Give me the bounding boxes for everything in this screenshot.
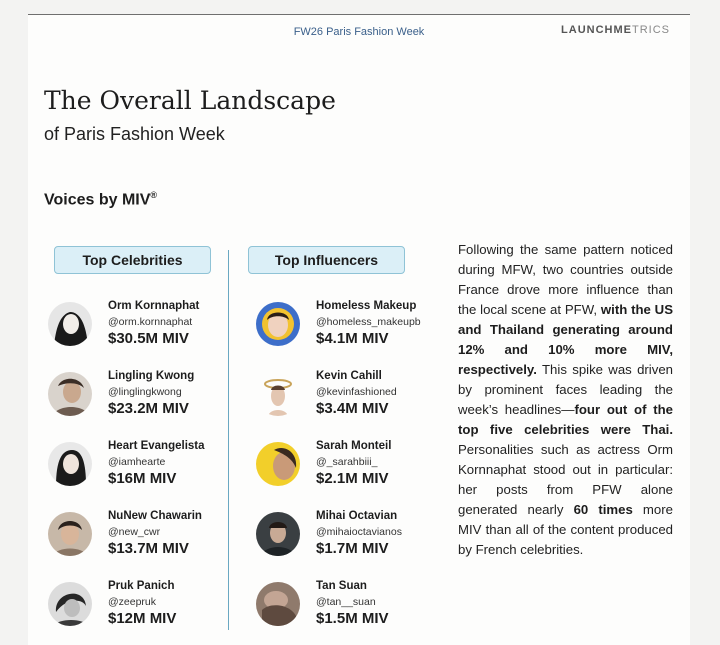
body-bold-part: 60 times xyxy=(573,502,633,517)
person-name: Mihai Octavian xyxy=(316,510,398,522)
person-handle: @tan__suan xyxy=(316,596,376,608)
person-name: NuNew Chawarin xyxy=(108,510,202,522)
person-miv: $23.2M MIV xyxy=(108,400,189,417)
person-handle: @homeless_makeupb xyxy=(316,316,421,328)
section-title-text: Voices by MIV xyxy=(44,191,151,209)
avatar xyxy=(256,372,300,416)
person-miv: $16M MIV xyxy=(108,470,177,487)
body-paragraph xyxy=(458,240,673,560)
column-divider xyxy=(228,250,229,630)
body-text-part: more MIV than all of the content produced by French celebrities. xyxy=(458,502,673,557)
avatar xyxy=(256,442,300,486)
person-miv: $13.7M MIV xyxy=(108,540,189,557)
person-handle: @_sarahbiii_ xyxy=(316,456,378,468)
person-miv: $1.7M MIV xyxy=(316,540,389,557)
brand-logo-bold: LAUNCHME xyxy=(561,24,632,36)
person-miv: $1.5M MIV xyxy=(316,610,389,627)
person-handle: @new_cwr xyxy=(108,526,161,538)
person-miv: $30.5M MIV xyxy=(108,330,189,347)
person-name: Orm Kornnaphat xyxy=(108,300,200,312)
body-bold-part: four out of the top five celebrities were Thai. xyxy=(458,402,673,437)
top-celebrities-pill: Top Celebrities xyxy=(54,246,211,274)
avatar xyxy=(48,442,92,486)
person-handle: @zeepruk xyxy=(108,596,157,608)
person-miv: $3.4M MIV xyxy=(316,400,389,417)
avatar xyxy=(256,512,300,556)
person-handle: @orm.kornnaphat xyxy=(108,316,193,328)
person-name: Pruk Panich xyxy=(108,580,175,592)
avatar xyxy=(48,512,92,556)
body-text-part: Personalities such as actress Orm Kornnaphat stood out in particular: her posts from PFW alone generated nearly xyxy=(458,442,673,517)
person-handle: @iamhearte xyxy=(108,456,166,468)
person-miv: $2.1M MIV xyxy=(316,470,389,487)
person-name: Tan Suan xyxy=(316,580,367,592)
person-miv: $4.1M MIV xyxy=(316,330,389,347)
avatar xyxy=(48,372,92,416)
header-event: FW26 Paris Fashion Week xyxy=(293,26,425,38)
avatar xyxy=(256,582,300,626)
body-text-part: Following the same pattern noticed during MFW, two countries outside France drove more influence than the local scene at PFW, xyxy=(458,242,673,317)
section-title xyxy=(44,190,157,209)
avatar xyxy=(48,302,92,346)
person-name: Lingling Kwong xyxy=(108,370,195,382)
person-name: Heart Evangelista xyxy=(108,440,205,452)
person-name: Homeless Makeup xyxy=(316,300,417,312)
page-subtitle: of Paris Fashion Week xyxy=(44,124,225,144)
brand-logo xyxy=(561,24,670,36)
body-text-part: This spike was driven by prominent faces leading the week’s headlines— xyxy=(458,362,673,417)
person-name: Sarah Monteil xyxy=(316,440,392,452)
registered-mark: ® xyxy=(150,190,158,200)
person-miv: $12M MIV xyxy=(108,610,177,627)
person-handle: @mihaioctavianos xyxy=(316,526,402,538)
person-handle: @kevinfashioned xyxy=(316,386,397,398)
avatar xyxy=(256,302,300,346)
page-title: The Overall Landscape xyxy=(44,86,336,115)
top-influencers-pill: Top Influencers xyxy=(248,246,405,274)
person-handle: @linglingkwong xyxy=(108,386,182,398)
person-name: Kevin Cahill xyxy=(316,370,382,382)
brand-logo-light: TRICS xyxy=(632,24,670,36)
report-page xyxy=(28,14,690,645)
avatar xyxy=(48,582,92,626)
body-bold-part: with the US and Thailand generating around 12% and 10% more MIV, respectively. xyxy=(458,302,673,377)
top-rule xyxy=(28,14,690,15)
